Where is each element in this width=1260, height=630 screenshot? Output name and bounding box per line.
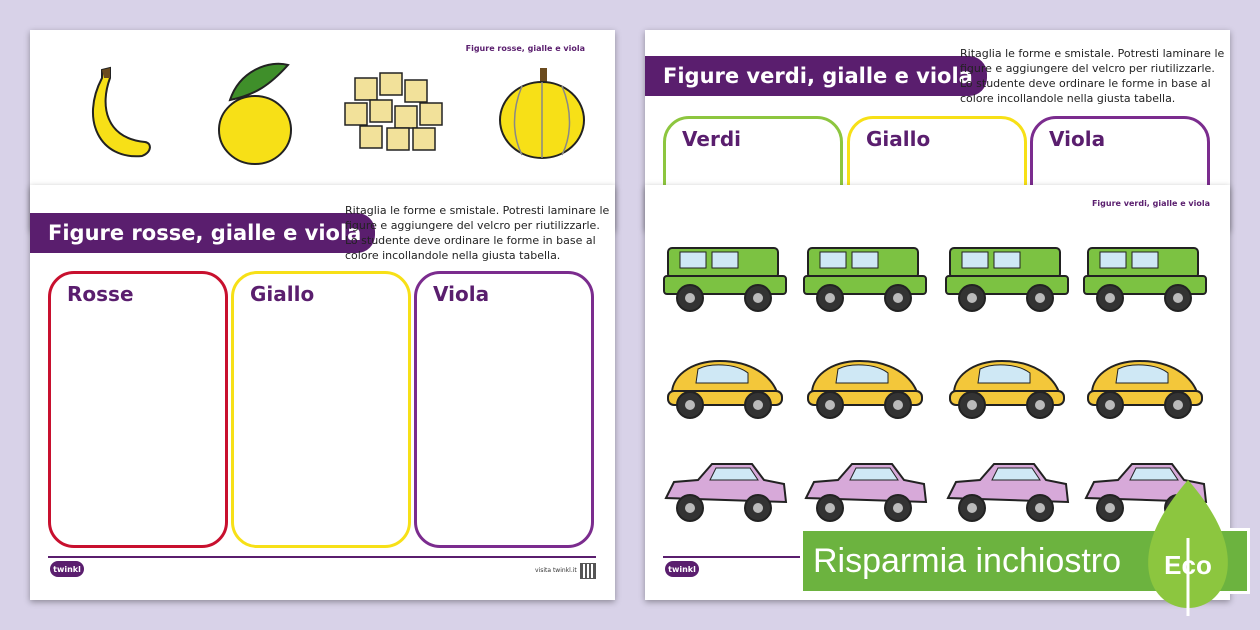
twinkl-logo: twinkl <box>665 561 699 577</box>
qr-code-icon <box>580 563 596 579</box>
box-viola <box>414 271 594 548</box>
box-label: Rosse <box>67 282 134 306</box>
sedan-car-image <box>800 450 930 530</box>
sedan-car-image <box>942 450 1072 530</box>
box-label: Giallo <box>866 127 931 151</box>
sheet-small-title: Figure rosse, gialle e viola <box>465 44 585 53</box>
car-grid <box>645 185 1230 545</box>
banana-image <box>60 60 160 160</box>
cheese-image <box>335 68 455 158</box>
box-rosse <box>48 271 228 548</box>
eco-banner-text: Risparmia inchiostro <box>813 541 1121 580</box>
jeep-car-image <box>800 240 930 320</box>
small-car-car-image <box>1080 347 1210 427</box>
jeep-car-image <box>1080 240 1210 320</box>
eco-badge-text: Eco <box>1164 550 1212 580</box>
jeep-car-image <box>660 240 790 320</box>
instructions: Ritaglia le forme e smistale. Potresti laminare le figure e aggiungere del velcro per riutilizzarle. Lo studente deve ordinare le forme in base al colore incollandole nella giusta tabella. <box>960 47 1225 105</box>
sheet-title-banner: Figure verdi, gialle e viola <box>645 56 987 96</box>
box-giallo <box>231 271 411 548</box>
melon-image <box>492 60 592 160</box>
box-label: Verdi <box>682 127 741 151</box>
sedan-car-image <box>660 450 790 530</box>
jeep-car-image <box>942 240 1072 320</box>
box-label: Viola <box>433 282 490 306</box>
small-car-car-image <box>942 347 1072 427</box>
box-label: Viola <box>1049 127 1106 151</box>
sheet-title-banner: Figure rosse, gialle e viola <box>30 213 375 253</box>
instructions: Ritaglia le forme e smistale. Potresti laminare le figure e aggiungere del velcro per riutilizzarle. Lo studente deve ordinare le forme in base al colore incollandole nella giusta tabella. <box>345 204 610 262</box>
sheet-small-title: Figure verdi, gialle e viola <box>1091 199 1210 208</box>
twinkl-logo: twinkl <box>50 561 84 577</box>
small-car-car-image <box>800 347 930 427</box>
lemon-image <box>200 60 310 170</box>
sheet-front-left <box>30 185 615 600</box>
eco-leaf-icon <box>1145 478 1231 618</box>
footer-divider <box>48 556 596 558</box>
small-car-car-image <box>660 347 790 427</box>
box-label: Giallo <box>250 282 315 306</box>
visit-text: visita twinkl.it <box>535 567 577 574</box>
